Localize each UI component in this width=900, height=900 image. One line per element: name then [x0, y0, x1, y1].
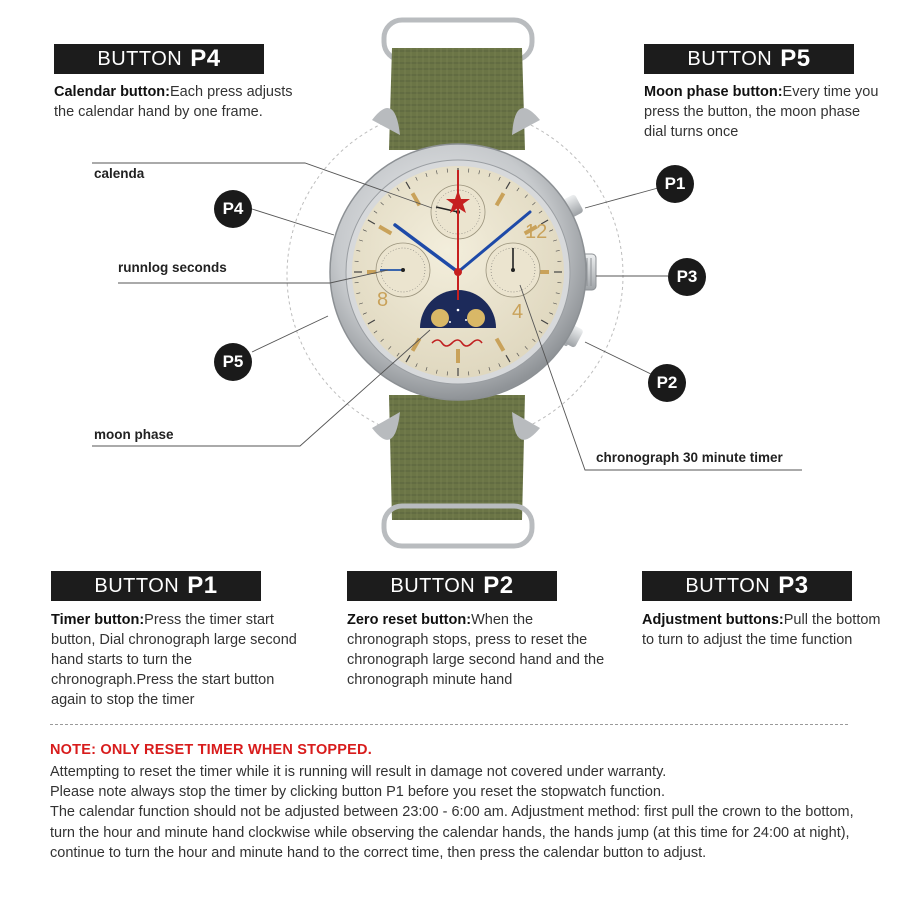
leader-p5 [252, 316, 328, 352]
button-p3-description: Adjustment buttons:Pull the bottom to turn to adjust the time function [642, 612, 881, 648]
strap-top [384, 20, 532, 150]
leader-p1 [585, 188, 658, 208]
callout-calendar: calenda [94, 166, 145, 181]
button-p5-header: BUTTON P5 [644, 44, 854, 74]
callout-running-seconds: runnlog seconds [118, 260, 227, 275]
button-p1-header: BUTTON P1 [51, 571, 261, 601]
button-p2-header: BUTTON P2 [347, 571, 557, 601]
callout-moon-phase: moon phase [94, 427, 174, 442]
note-line-2: Please note always stop the timer by clicking button P1 before you reset the stopwatch function. [50, 784, 665, 800]
badge-p5: P5 [214, 343, 252, 381]
button-p2-description: Zero reset button:When the chronograph stops, press to reset the chronograph large second hand and the chronograph minute hand [347, 612, 605, 688]
callout-chrono-timer: chronograph 30 minute timer [596, 450, 783, 465]
button-p5-description: Moon phase button:Every time you press the button, the moon phase dial turns once [644, 84, 879, 140]
button-p4-header: BUTTON P4 [54, 44, 264, 74]
dial-numeral-4: 4 [512, 301, 524, 323]
note-line-1: Attempting to reset the timer while it is running will result in damage not covered under warranty. [50, 764, 667, 780]
badge-p3: P3 [668, 258, 706, 296]
subdial-chrono-minutes [486, 243, 540, 297]
button-p1-description: Timer button:Press the timer start button, Dial chronograph large second hand starts to turn the chronograph.Press the start button again to stop the timer [51, 612, 297, 708]
dial-numeral-8: 8 [377, 289, 389, 311]
badge-p4: P4 [214, 190, 252, 228]
strap-bottom [384, 395, 532, 546]
badge-p1: P1 [656, 165, 694, 203]
button-p3-header: BUTTON P3 [642, 571, 852, 601]
leader-p2 [585, 342, 655, 376]
hour-marker [456, 349, 460, 363]
badge-p2: P2 [648, 364, 686, 402]
note-heading: NOTE: ONLY RESET TIMER WHEN STOPPED. [50, 742, 372, 758]
dial-numeral-12: 12 [525, 221, 548, 243]
note-line-3: The calendar function should not be adjusted between 23:00 - 6:00 am. Adjustment method: first pull the crown to the bottom, turn the hour and minute hand clockwise while observing the calendar hands, the hands jump (at this time for 24:00 at night), continue to turn the hour and minute hand to the correct time, then press the calendar button to adjust. [50, 804, 854, 861]
button-p4-description: Calendar button:Each press adjusts the calendar hand by one frame. [54, 84, 293, 120]
dashed-divider [50, 724, 848, 725]
